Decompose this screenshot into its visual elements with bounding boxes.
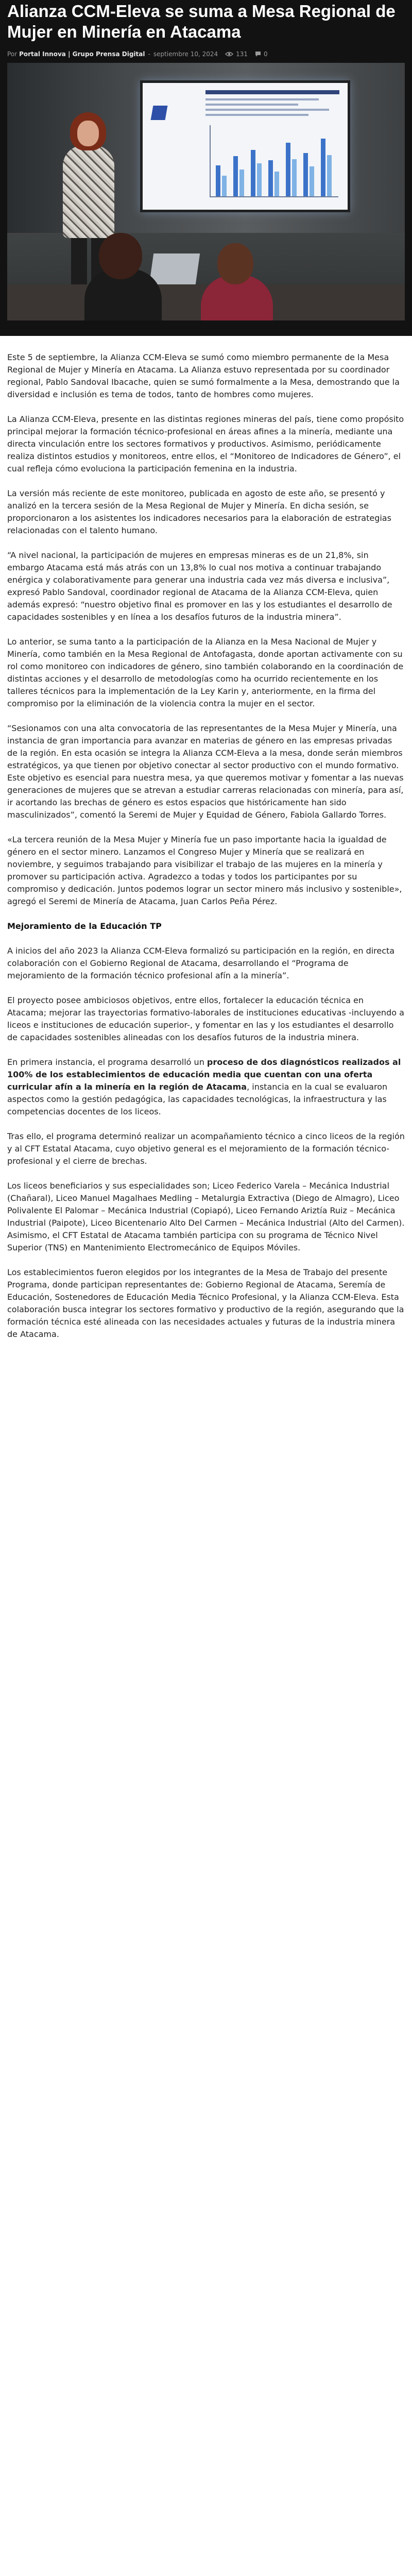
text-run: , instancia en la cual se evaluaron aspectos como la gestión pedagógica, las capacidades tecnológicas, la infraestructura y las competencias docentes de los liceos. xyxy=(7,1082,388,1116)
comments-count: 0 xyxy=(264,50,268,58)
meta-separator: - xyxy=(148,50,150,58)
featured-image xyxy=(7,63,405,320)
section-heading: Mejoramiento de la Educación TP xyxy=(7,921,162,931)
paragraph: Este 5 de septiembre, la Alianza CCM-Eleva se sumó como miembro permanente de la Mesa Regional de Mujer y Minería en Atacama. La Alianza estuvo representada por su coordinador regional, Pablo Sandoval Ibacache, quien se sumó formalmente a la Mesa, demostrando que la diversidad e inclusión es tema de todos, tanto de hombres como mujeres. xyxy=(7,352,400,399)
publish-date: septiembre 10, 2024 xyxy=(153,50,218,58)
paragraph-with-bold xyxy=(7,1056,405,1118)
presentation-screen xyxy=(140,80,350,212)
paragraph: Los liceos beneficiarios y sus especialidades son; Liceo Federico Varela – Mecánica Industrial (Chañaral), Liceo Manuel Magalhaes Medling – Metalurgia Extractiva (Diego de Almagro), Liceo Polivalente El Palomar – Mecánica Industrial (Copiapó), Liceo Fernando Ariztía Ruiz – Mecánica Industrial (Paipote), Liceo Bicentenario Alto Del Carmen – Mecánica Industrial (Alto del Carmen). Asimismo, el CFT Estatal de Atacama también participa con su programa de Técnico Nivel Superior (TNS) en Mantenimiento Electromecánico de Equipos Móviles. xyxy=(7,1181,405,1252)
paragraph: Tras ello, el programa determinó realizar un acompañamiento técnico a cinco liceos de la región y al CFT Estatal Atacama, cuyo objetivo general es el mejoramiento de la formación técnico-profesional y el cierre de brechas. xyxy=(7,1131,405,1166)
meta-by: Por xyxy=(7,50,18,58)
paragraph: La Alianza CCM-Eleva, presente en las distintas regiones mineras del país, tiene como propósito principal mejorar la formación técnico-profesional en áreas afines a la minería, mediante una directa vinculación entre los sectores formativos y productivos. Asimismo, periódicamente realiza distintos estudios y monitoreos, entre ellos, el “Monitoreo de Indicadores de Género”, el cual refleja cómo evoluciona la participación femenina en la industria. xyxy=(7,414,404,473)
text-run: En primera instancia, el programa desarrolló un xyxy=(7,1057,207,1067)
article-body xyxy=(0,336,412,1379)
paragraph: Los establecimientos fueron elegidos por los integrantes de la Mesa de Trabajo del presente Programa, donde participan representantes de: Gobierno Regional de Atacama, Seremía de Educación, Sostenedores de Educación Media Técnico Profesional, y la Alianza CCM-Eleva. Esta colaboración busca integrar los sectores formativo y productivo de la región, asegurando que la formación técnica esté alineada con las necesidades actuales y futuras de la industria minera de Atacama. xyxy=(7,1267,404,1339)
paragraph: A inicios del año 2023 la Alianza CCM-Eleva formalizó su participación en la región, en directa colaboración con el Gobierno Regional de Atacama, desarrollando el “Programa de mejoramiento de la formación técnico profesional afín a la minería”. xyxy=(7,946,395,980)
paragraph: «La tercera reunión de la Mesa Mujer y Minería fue un paso importante hacia la igualdad de género en el sector minero. Lanzamos el Congreso Mujer y Minería que se realizará en noviembre, y seguimos trabajando para visibilizar el trabajo de las mujeres en la minería y promover su participación activa. Agradezco a todas y todos los participantes por su compromiso y dedicación. Juntos podemos lograr un sector minero más inclusivo y sostenible», agregó el Seremi de Minería de Atacama, Juan Carlos Peña Pérez. xyxy=(7,835,402,906)
article-header xyxy=(0,0,412,336)
paragraph: “Sesionamos con una alta convocatoria de las representantes de la Mesa Mujer y Minería, una instancia de gran importancia para avanzar en materias de género en las empresas privadas de la región. En esta ocasión se integra la Alianza CCM-Eleva a la mesa, donde serán miembros estratégicos, ya que tienen por objetivo conectar al sector productivo con el mundo formativo. Este objetivo es esencial para nuestra mesa, ya que queremos motivar y fomentar a las nuevas generaciones de mujeres que se atrevan a estudiar carreras relacionadas con minería, para así, ir acortando las brechas de género es estos espacios que históricamente han sido masculinizados”, comentó la Seremi de Mujer y Equidad de Género, Fabiola Gallardo Torres. xyxy=(7,723,404,820)
author-link[interactable]: Portal Innova | Grupo Prensa Digital xyxy=(19,50,145,58)
comment-icon xyxy=(255,51,261,57)
views-counter xyxy=(225,50,248,58)
eye-icon xyxy=(225,52,233,57)
article-title: Alianza CCM-Eleva se suma a Mesa Regional de Mujer en Minería en Atacama xyxy=(7,2,396,41)
article-meta xyxy=(7,49,405,59)
paragraph: Lo anterior, se suma tanto a la participación de la Alianza en la Mesa Nacional de Mujer y Minería, como también en la Mesa Regional de Antofagasta, donde aportan activamente con su rol como monitoreo con indicadores de género, sino también colaborando en la coordinación de distintas acciones y el desarrollo de metodologías como ha ocurrido recientemente en los talleres técnicos para la implementación de la Ley Karin y, anteriormente, en la firma del compromiso por la eliminación de la violencia contra la mujer en el sector. xyxy=(7,637,404,708)
comments-link[interactable] xyxy=(255,50,268,58)
paragraph: “A nivel nacional, la participación de mujeres en empresas mineras es de un 21,8%, sin embargo Atacama está más atrás con un 13,8% lo cual nos motiva a continuar trabajando enérgica y colaborativamente para generar una industria cada vez más diversa e inclusiva”, expresó Pablo Sandoval, coordinador regional de Atacama de la Alianza CCM-Eleva, quien además expresó: “nuestro objetivo final es promover en las y los estudiantes el desarrollo de capacidades sostenibles y en línea a los desafíos futuros de la industria minera”. xyxy=(7,550,392,622)
views-count: 131 xyxy=(236,50,248,58)
paragraph: La versión más reciente de este monitoreo, publicada en agosto de este año, se presentó y analizó en la tercera sesión de la Mesa Regional de Mujer y Minería. En dicha sesión, se proporcionaron a los asistentes los indicadores necesarios para la elaboración de estrategias relacionadas con el talento humano. xyxy=(7,488,391,535)
paragraph: El proyecto posee ambiciosos objetivos, entre ellos, fortalecer la educación técnica en Atacama; mejorar las trayectorias formativo-laborales de instituciones educativas -incluyendo a liceos e instituciones de educación superior-, y fomentar en las y los estudiantes el desarrollo de capacidades sostenibles alineadas con los desafíos futuros de la industria minera. xyxy=(7,995,404,1042)
bold-text: proceso de dos diagnósticos realizados al 100% de los establecimientos de educación media que cuentan con una oferta curricular afín a la minería en la región de Atacama xyxy=(7,1057,401,1092)
